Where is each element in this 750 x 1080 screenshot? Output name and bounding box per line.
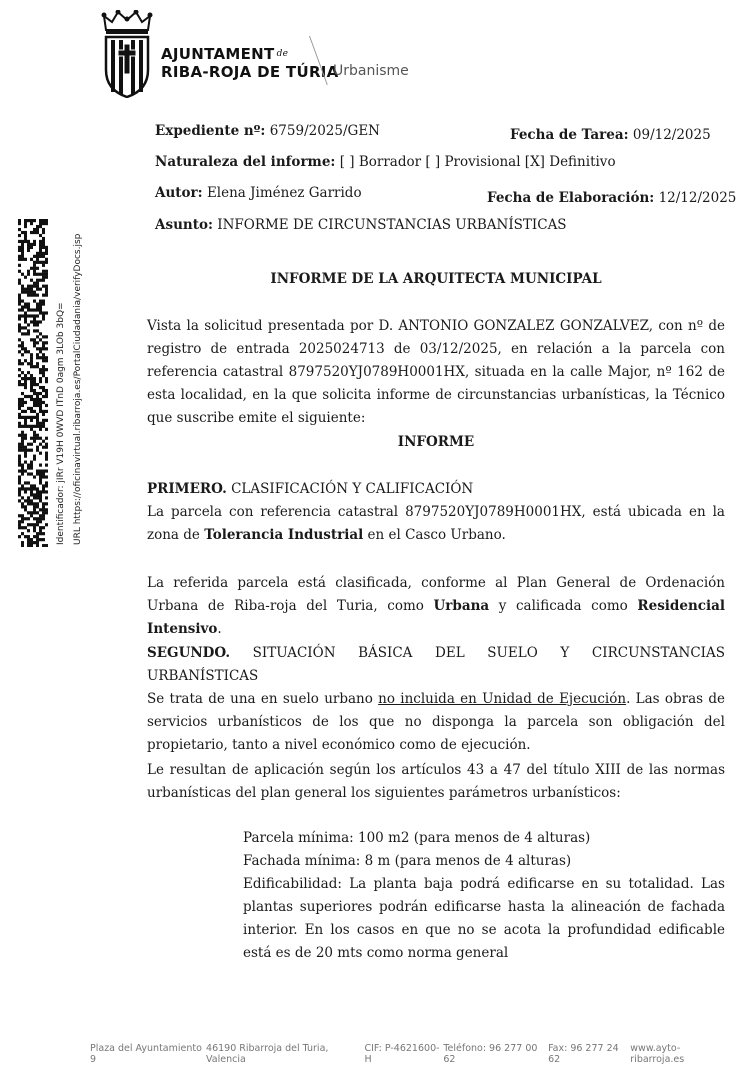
- expediente-field: [155, 122, 380, 140]
- qualification-value: Residencial Intensivo: [147, 598, 725, 637]
- verification-url[interactable]: URL https://oficinavirtual.ribarroja.es/PortalCiudadania/verifyDocs.jsp: [73, 233, 83, 545]
- fecha-tarea-label: Fecha de Tarea:: [510, 127, 629, 143]
- footer-city: 46190 Ribarroja del Turia, Valencia: [206, 1043, 329, 1065]
- parameters-intro: Le resultan de aplicación según los artículos 43 a 47 del título XIII de las normas urbanísticas del plan general los siguientes parámetros urbanísticos:: [147, 762, 725, 801]
- classification-paragraph: [147, 572, 725, 641]
- naturaleza-label: Naturaleza del informe:: [155, 154, 336, 170]
- fecha-tarea-field: [510, 126, 711, 144]
- fecha-elaboracion-label: Fecha de Elaboración:: [487, 190, 655, 206]
- letterhead: [100, 10, 520, 100]
- segundo-label: SEGUNDO.: [147, 645, 231, 661]
- classification-value: Urbana: [433, 598, 490, 614]
- primero-text-a: La parcela con referencia catastral 8797520YJ0789H0001HX, está ubicada en la zona de: [147, 504, 725, 543]
- organization-name: [161, 46, 339, 82]
- asunto-field: [155, 216, 567, 234]
- fecha-elaboracion-field: [487, 189, 736, 207]
- naturaleza-field: [155, 153, 616, 171]
- primero-text-b: en el Casco Urbano.: [363, 527, 506, 543]
- asunto-label: Asunto:: [155, 217, 213, 233]
- org-name-de: de: [276, 49, 289, 59]
- param-edificabilidad: Edificabilidad: La planta baja podrá edificarse en su totalidad. Las plantas superiores podrán edificarse hasta la alineación de fachada interior. En los casos en que no se acota la profundidad edificable está es de 20 mts como norma general: [243, 876, 725, 961]
- footer: [90, 1043, 730, 1065]
- verification-identifier: Identificador: jIRr V19H 0WVD ITnD 0agm 3LOb 3bQ=: [56, 302, 66, 545]
- coat-of-arms-logo: [100, 10, 154, 98]
- primero-label: PRIMERO.: [147, 481, 227, 497]
- footer-phone: Teléfono: 96 277 00 62: [443, 1043, 538, 1065]
- naturaleza-value: [ ] Borrador [ ] Provisional [X] Definitivo: [339, 154, 616, 170]
- fecha-tarea-value: 09/12/2025: [632, 127, 711, 143]
- informe-heading: INFORME: [397, 434, 475, 450]
- segundo-text-b: . Las obras de servicios urbanísticos de los que no disponga la parcela son obligación del propietario, tanto a nivel económico como de ejecución.: [147, 691, 725, 753]
- asunto-value: INFORME DE CIRCUNSTANCIAS URBANÍSTICAS: [217, 217, 567, 233]
- classification-text-c: .: [217, 621, 222, 637]
- verification-barcode: [18, 219, 48, 547]
- segundo-text-a: Se trata de una en suelo urbano: [147, 691, 379, 707]
- classification-text-b: y calificada como: [489, 598, 638, 614]
- section-primero: [147, 478, 725, 547]
- zone-name: Tolerancia Industrial: [204, 527, 364, 543]
- segundo-title: SITUACIÓN BÁSICA DEL SUELO Y CIRCUNSTANCIAS URBANÍSTICAS: [147, 645, 725, 684]
- fecha-elaboracion-value: 12/12/2025: [658, 190, 737, 206]
- report-title: INFORME DE LA ARQUITECTA MUNICIPAL: [270, 271, 602, 287]
- footer-address: Plaza del Ayuntamiento 9: [90, 1043, 202, 1065]
- param-fachada-minima: Fachada mínima: 8 m (para menos de 4 alturas): [243, 853, 572, 869]
- classification-text-a: La referida parcela está clasificada, conforme al Plan General de Ordenación Urbana de Riba-roja del Turia, como: [147, 575, 725, 614]
- autor-label: Autor:: [155, 185, 203, 201]
- primero-title: CLASIFICACIÓN Y CALIFICACIÓN: [226, 481, 474, 497]
- section-segundo: [147, 642, 725, 757]
- department-name: Urbanisme: [333, 63, 409, 79]
- expediente-label: Expediente nº:: [155, 123, 266, 139]
- footer-fax: Fax: 96 277 24 62: [548, 1043, 619, 1065]
- org-name-line2: RIBA-ROJA DE TÚRIA: [161, 63, 339, 81]
- expediente-value: 6759/2025/GEN: [269, 123, 380, 139]
- autor-field: [155, 184, 362, 202]
- footer-website[interactable]: www.ayto-ribarroja.es: [630, 1043, 685, 1065]
- autor-value: Elena Jiménez Garrido: [206, 185, 362, 201]
- param-parcela-minima: Parcela mínima: 100 m2 (para menos de 4 alturas): [243, 830, 591, 846]
- org-name-line1: AJUNTAMENT: [161, 45, 275, 63]
- footer-cif: CIF: P-4621600-H: [364, 1043, 440, 1065]
- segundo-underlined: no incluida en Unidad de Ejecución: [378, 691, 627, 707]
- intro-paragraph: Vista la solicitud presentada por D. ANTONIO GONZALEZ GONZALVEZ, con nº de registro de entrada 2025024713 de 03/12/2025, en relación a la parcela con referencia catastral 8797520YJ0789H0001HX, situada en la calle Major, nº 162 de esta localidad, en la que solicita informe de circunstancias urbanísticas, la Técnico que suscribe emite el siguiente:: [147, 318, 725, 426]
